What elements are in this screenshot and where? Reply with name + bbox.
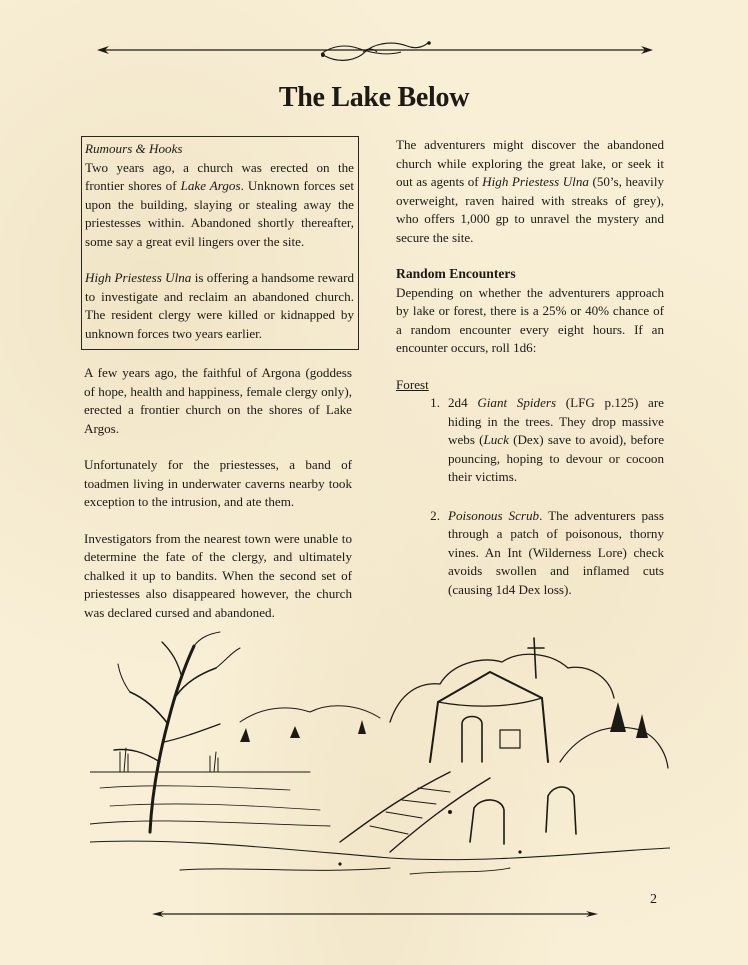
list-item-number: 2.	[430, 507, 440, 523]
list-item	[396, 507, 664, 600]
body-paragraph: Investigators from the nearest town were unable to determine the fate of the clergy, and ultimately chalked it up to bandits. When the second set of priestesses also disappeared however, the church was declared cursed and abandoned.	[84, 530, 352, 620]
rumours-paragraph: High Priestess Ulna is offering a handsome reward to investigate and reclaim an abandoned church. The resident clergy were killed or kidnapped by unknown forces two years earlier.	[85, 270, 355, 341]
random-encounters-heading: Random Encounters	[396, 266, 516, 281]
rumours-paragraph: Two years ago, a church was erected on the frontier shores of Lake Argos. Unknown forces set upon the building, slaying or stealing away the priestesses within. Abandoned shortly thereafter, some say a great evil lingers over the site.	[85, 159, 354, 249]
intro-paragraph: The adventurers might discover the abandoned church while exploring the great lake, or seek it out as agents of High Priestess Ulna (50’s, heavily overweight, raven haired with streaks of grey), who offers 1,000 gp to unravel the mystery and secure the site.	[396, 137, 665, 245]
top-ornament-divider	[95, 34, 655, 66]
random-encounters-paragraph: Depending on whether the adventurers approach by lake or forest, there is a 25% or 40% chance of a random encounter every eight hours. If an encounter occurs, roll 1d6:	[396, 284, 664, 355]
body-paragraph: A few years ago, the faithful of Argona (goddess of hope, health and happiness, female clergy only), erected a frontier church on the shores of Lake Argos.	[84, 365, 352, 436]
list-item-number: 1.	[430, 395, 440, 410]
lakeside-church-illustration	[90, 612, 670, 892]
rumours-hooks-box	[81, 136, 359, 350]
list-item-text: Poisonous Scrub. The adventurers pass through a patch of poisonous, thorny vines. An Int (Wilderness Lore) check avoids swollen and inflamed cuts (causing 1d4 Dex loss).	[448, 507, 664, 597]
list-item	[396, 394, 664, 487]
body-paragraph: Unfortunately for the priestesses, a band of toadmen living in underwater caverns nearby took exception to the intrusion, and ate them.	[84, 457, 352, 509]
page-number: 2	[650, 892, 657, 907]
left-column	[84, 136, 355, 622]
encounter-list	[396, 394, 664, 599]
rumours-heading: Rumours & Hooks	[85, 141, 183, 156]
list-item-text: 2d4 Giant Spiders (LFG p.125) are hiding in the trees. They drop massive webs (Luck (Dex) save to avoid), before pouncing, hoping to devour or cocoon their victims.	[448, 395, 665, 484]
forest-heading: Forest	[396, 376, 429, 392]
bottom-ornament-divider	[150, 906, 600, 922]
page-title: The Lake Below	[278, 82, 470, 113]
right-column	[396, 136, 664, 619]
